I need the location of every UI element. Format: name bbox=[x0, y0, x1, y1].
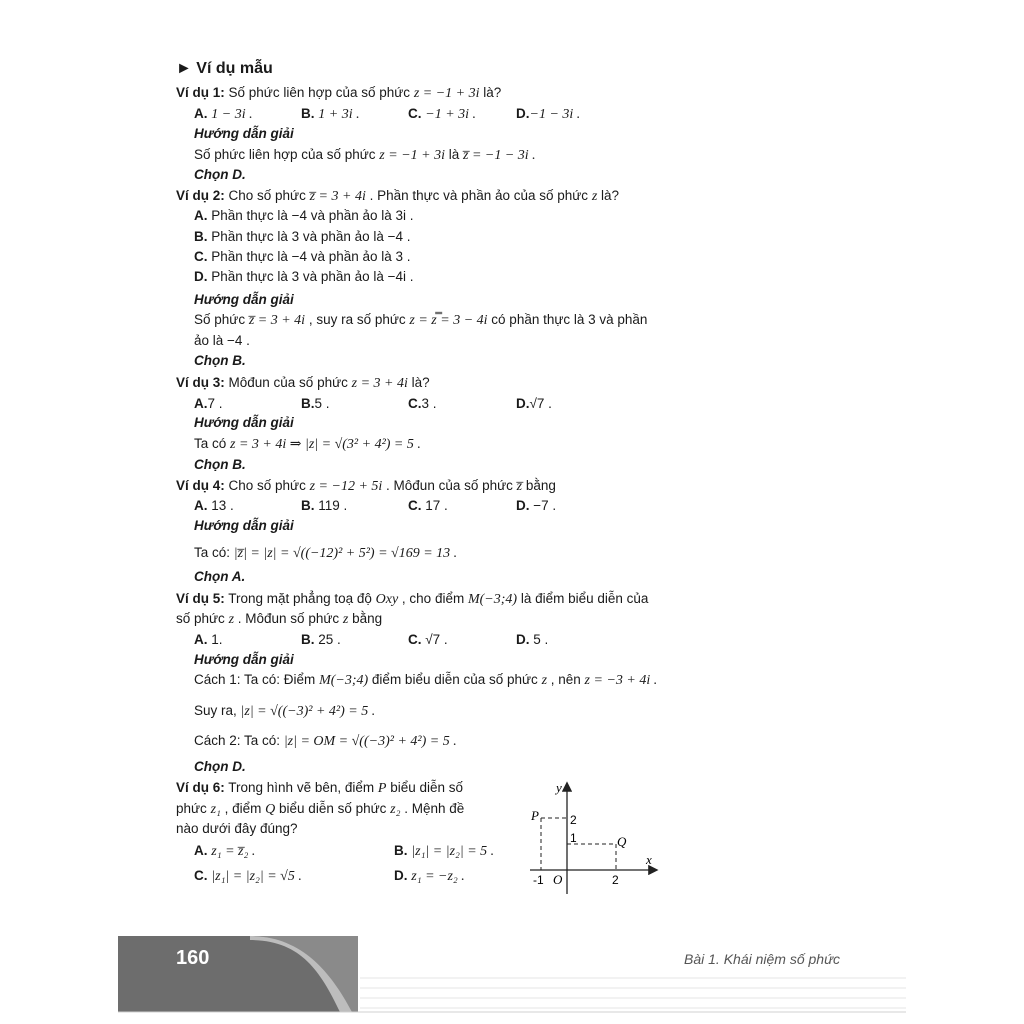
ex3-question: Ví dụ 3: Môđun của số phức z = 3 + 4i là? bbox=[176, 375, 430, 391]
ex5-question-1: Ví dụ 5: Trong mặt phẳng toạ độ Oxy , cho điểm M(−3;4) là điểm biểu diễn của bbox=[176, 591, 649, 607]
ex6-option-b: B. |z₁| = |z₂| = 5 . bbox=[394, 843, 495, 859]
ex5-method-1-result: Suy ra, |z| = √((−3)² + 4²) = 5 . bbox=[194, 703, 376, 719]
ex4-option-b: B. 119 . bbox=[301, 498, 348, 513]
ex2-option-c: C. Phần thực là −4 và phần ảo là 3 . bbox=[194, 249, 411, 264]
chapter-title: Bài 1. Khái niệm số phức bbox=[684, 951, 840, 967]
ex1-solution: Số phức liên hợp của số phức z = −1 + 3i là z̅ = −1 − 3i . bbox=[194, 147, 536, 163]
ex1-option-c: C. −1 + 3i . bbox=[408, 106, 477, 122]
label-two-x: 2 bbox=[612, 873, 619, 887]
label-y: y bbox=[556, 780, 562, 795]
ex1-option-a: A. 1 − 3i . bbox=[194, 106, 253, 122]
ex6-option-d: D. z₁ = −z₂ . bbox=[394, 868, 465, 884]
ex1-option-b: B. 1 + 3i . bbox=[301, 106, 360, 122]
ex6-question-2: phức z₁ , điểm Q biểu diễn số phức z₂ . Mệnh đề bbox=[176, 801, 465, 817]
ex3-option-a: A.7 . bbox=[194, 396, 223, 411]
ex4-option-a: A. 13 . bbox=[194, 498, 234, 513]
ex2-solution-2: ảo là −4 . bbox=[194, 333, 250, 348]
ex2-solution-1: Số phức z̅ = 3 + 4i , suy ra số phức z = z̿ = 3 − 4i có phần thực là 3 và phần bbox=[194, 312, 648, 328]
ex3-option-d: D.√7 . bbox=[516, 396, 552, 411]
ex2-option-a: A. Phần thực là −4 và phần ảo là 3i . bbox=[194, 208, 414, 223]
ex5-option-b: B. 25 . bbox=[301, 632, 341, 647]
label-one-y: 1 bbox=[570, 831, 577, 845]
section-title: ► Ví dụ mẫu bbox=[176, 60, 273, 77]
ex2-answer: Chọn B. bbox=[194, 353, 246, 368]
ex3-answer: Chọn B. bbox=[194, 457, 246, 472]
ex5-option-d: D. 5 . bbox=[516, 632, 549, 647]
ex4-answer: Chọn A. bbox=[194, 569, 246, 584]
ex5-question-2: số phức z . Môđun số phức z bằng bbox=[176, 611, 383, 627]
ex1-answer: Chọn D. bbox=[194, 167, 246, 182]
ex5-answer: Chọn D. bbox=[194, 759, 246, 774]
page-number: 160 bbox=[176, 947, 210, 969]
ex5-option-a: A. 1. bbox=[194, 632, 223, 647]
label-q: Q bbox=[617, 834, 627, 849]
ex1-option-d: D.−1 − 3i . bbox=[516, 106, 581, 122]
ex2-guide: Hướng dẫn giải bbox=[194, 292, 294, 307]
ex4-option-d: D. −7 . bbox=[516, 498, 557, 513]
ex1-question: Ví dụ 1: Số phức liên hợp của số phức z = −1 + 3i là? bbox=[176, 85, 502, 101]
ex6-question-3: nào dưới đây đúng? bbox=[176, 821, 298, 836]
label-p: P bbox=[531, 808, 539, 823]
ex5-method-1: Cách 1: Ta có: Điểm M(−3;4) điểm biểu diễn của số phức z , nên z = −3 + 4i . bbox=[194, 672, 658, 688]
ex5-guide: Hướng dẫn giải bbox=[194, 652, 294, 667]
ex4-option-c: C. 17 . bbox=[408, 498, 448, 513]
footer-grid bbox=[360, 978, 906, 1008]
ex2-option-d: D. Phần thực là 3 và phần ảo là −4i . bbox=[194, 269, 414, 284]
ex2-question: Ví dụ 2: Cho số phức z̅ = 3 + 4i . Phần thực và phần ảo của số phức z là? bbox=[176, 188, 620, 204]
ex4-question: Ví dụ 4: Cho số phức z = −12 + 5i . Môđun của số phức z̅ bằng bbox=[176, 478, 556, 494]
ex2-option-b: B. Phần thực là 3 và phần ảo là −4 . bbox=[194, 229, 411, 244]
ex5-option-c: C. √7 . bbox=[408, 632, 448, 647]
label-two-y: 2 bbox=[570, 813, 577, 827]
ex1-guide: Hướng dẫn giải bbox=[194, 126, 294, 141]
label-origin: O bbox=[553, 872, 563, 887]
ex3-option-b: B.5 . bbox=[301, 396, 330, 411]
ex3-option-c: C.3 . bbox=[408, 396, 437, 411]
footer-band bbox=[0, 930, 1024, 1024]
ex5-method-2: Cách 2: Ta có: |z| = OM = √((−3)² + 4²) = 5 . bbox=[194, 733, 457, 749]
ex4-guide: Hướng dẫn giải bbox=[194, 518, 294, 533]
label-neg1: -1 bbox=[533, 873, 544, 887]
ex3-solution: Ta có z = 3 + 4i ⇒ |z| = √(3² + 4²) = 5 . bbox=[194, 436, 421, 452]
ex4-solution: Ta có: |z̅| = |z| = √((−12)² + 5²) = √169 = 13 . bbox=[194, 545, 458, 561]
ex6-option-a: A. z₁ = z̅₂ . bbox=[194, 843, 256, 859]
ex6-option-c: C. |z₁| = |z₂| = √5 . bbox=[194, 868, 302, 884]
coordinate-graph bbox=[520, 778, 670, 898]
ex3-guide: Hướng dẫn giải bbox=[194, 415, 294, 430]
ex6-question-1: Ví dụ 6: Trong hình vẽ bên, điểm P biểu diễn số bbox=[176, 780, 463, 796]
label-x: x bbox=[646, 852, 652, 867]
